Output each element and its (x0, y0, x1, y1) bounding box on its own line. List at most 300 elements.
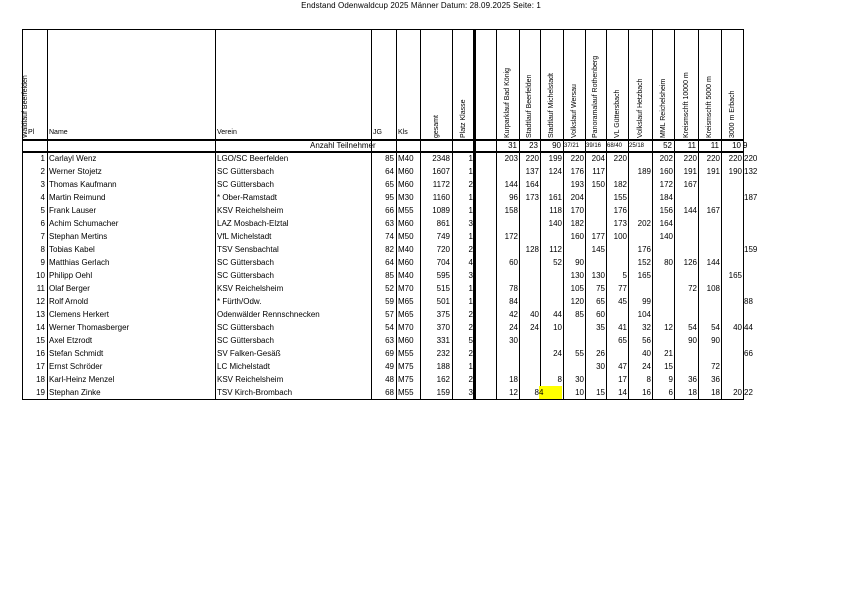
cell-kls: M60 (398, 258, 414, 267)
cell-event-score: 6 (668, 388, 673, 397)
cell-event-score (520, 295, 539, 308)
cell-event-score: 18 (711, 388, 720, 397)
cell-event-score (629, 230, 651, 243)
cell-event-score (722, 282, 742, 295)
cell-verein: Odenwälder Rennschnecken (217, 310, 320, 319)
cell-name: Werner Stojetz (49, 167, 102, 176)
cell-event-score: 130 (570, 271, 584, 280)
cell-event-score (497, 347, 518, 360)
cell-event-score (699, 191, 720, 204)
cell-event-score: 52 (553, 258, 562, 267)
cell-event-score: 54 (688, 323, 697, 332)
header-platz-klasse: Platz Klasse (460, 99, 467, 138)
cell-event-score (675, 347, 697, 360)
cell-pl: 12 (36, 297, 45, 306)
cell-event-score: 21 (664, 349, 673, 358)
cell-event-score: 176 (637, 245, 651, 254)
cell-name: Axel Etzrodt (49, 336, 93, 345)
table-row (22, 204, 744, 217)
cell-pl: 8 (40, 245, 45, 254)
cell-event-score: 10 (575, 388, 584, 397)
cell-pl: 15 (36, 336, 45, 345)
cell-verein: VfL Michelstadt (217, 232, 272, 241)
cell-jg: 68 (385, 388, 394, 397)
header-event: Kreismschft 10000 m (683, 72, 690, 138)
cell-event-score (586, 204, 605, 217)
cell-event-score (520, 347, 539, 360)
cell-event-score: 88 (744, 297, 753, 306)
cell-event-score: 56 (642, 336, 651, 345)
cell-event-score: 20 (733, 388, 742, 397)
cell-event-score: 160 (659, 167, 673, 176)
cell-event-score (586, 373, 605, 386)
cell-pl: 5 (40, 206, 45, 215)
header-event: Kurparklauf Bad König (504, 67, 511, 138)
cell-event-score: 104 (637, 310, 651, 319)
cell-gesamt: 595 (436, 271, 450, 280)
cell-name: Olaf Berger (49, 284, 90, 293)
cell-event-score: 191 (706, 167, 720, 176)
cell-gesamt: 375 (436, 310, 450, 319)
cell-event-score (607, 243, 627, 256)
header-event: Waldlauf Beerfelden (22, 75, 29, 138)
cell-event-score (722, 204, 742, 217)
cell-event-score: 15 (664, 362, 673, 371)
cell-verein: KSV Reichelsheim (217, 375, 284, 384)
cell-event-score: 60 (596, 310, 605, 319)
header-kls: Kls (398, 129, 408, 136)
cell-event-score (520, 334, 539, 347)
cell-event-score: 42 (509, 310, 518, 319)
cell-event-score: 18 (509, 375, 518, 384)
table-row (22, 334, 744, 347)
cell-event-score: 32 (642, 323, 651, 332)
cell-name: Matthias Gerlach (49, 258, 110, 267)
cell-pl: 19 (36, 388, 45, 397)
cell-event-score (497, 360, 518, 373)
cell-event-score: 176 (570, 167, 584, 176)
cell-event-score (497, 269, 518, 282)
cell-event-score (653, 334, 673, 347)
cell-kls: M65 (398, 310, 414, 319)
cell-kls: M60 (398, 336, 414, 345)
header-event: Volkslauf Hetzbach (637, 78, 644, 138)
cell-gesamt: 861 (436, 219, 450, 228)
header-event: Kreismschft 5000 m (706, 76, 713, 138)
cell-event-score: 36 (711, 375, 720, 384)
cell-event-score (629, 178, 651, 191)
cell-event-score: 17 (618, 375, 627, 384)
cell-event-score: 30 (596, 362, 605, 371)
cell-verein: SC Güttersbach (217, 258, 274, 267)
cell-platz-klasse: 3 (468, 219, 473, 228)
cell-platz-klasse: 2 (468, 310, 473, 319)
cell-jg: 82 (385, 245, 394, 254)
cell-event-score: 190 (728, 167, 742, 176)
cell-jg: 65 (385, 180, 394, 189)
cell-event-score: 16 (642, 388, 651, 397)
cell-event-score: 204 (591, 154, 605, 163)
cell-event-score (564, 360, 584, 373)
cell-platz-klasse: 3 (468, 388, 473, 397)
results-table (22, 29, 758, 401)
cell-name: Karl-Heinz Menzel (49, 375, 115, 384)
cell-jg: 63 (385, 219, 394, 228)
cell-event-score: 84 (509, 297, 518, 306)
table-row (22, 386, 753, 399)
cell-event-score: 85 (575, 310, 584, 319)
page-title: Endstand Odenwaldcup 2025 Männer Datum: 28.09.2025 Seite: 1 (301, 1, 541, 10)
cell-pl: 17 (36, 362, 45, 371)
cell-platz-klasse: 2 (468, 323, 473, 332)
cell-event-score: 152 (637, 258, 651, 267)
grid-hline (22, 29, 744, 30)
cell-event-score: 12 (664, 323, 673, 332)
cell-event-score: 167 (683, 180, 697, 189)
cell-event-score: 44 (553, 310, 562, 319)
cell-event-score: 44 (744, 323, 753, 332)
participants-count: 68/40 (607, 143, 623, 149)
cell-kls: M75 (398, 375, 414, 384)
cell-event-score (541, 360, 562, 373)
cell-event-score: 96 (509, 193, 518, 202)
participants-count: 9 (743, 141, 748, 150)
cell-verein: TSV Kirch-Brombach (217, 388, 293, 397)
cell-kls: M60 (398, 167, 414, 176)
cell-verein: SC Güttersbach (217, 323, 274, 332)
cell-event-score: 170 (570, 206, 584, 215)
cell-event-score (629, 152, 651, 165)
cell-event-score: 118 (549, 206, 562, 215)
cell-event-score (653, 308, 673, 321)
cell-event-score (541, 282, 562, 295)
cell-kls: M40 (398, 154, 414, 163)
cell-event-score (497, 217, 518, 230)
cell-event-score: 90 (688, 336, 697, 345)
cell-gesamt: 1160 (432, 193, 450, 202)
cell-pl: 16 (36, 349, 45, 358)
cell-event-score (629, 204, 651, 217)
cell-kls: M60 (398, 180, 414, 189)
cell-event-score (675, 230, 697, 243)
cell-event-score: 36 (688, 375, 697, 384)
cell-event-score: 193 (570, 180, 584, 189)
table-row (22, 256, 744, 269)
cell-event-score (586, 217, 605, 230)
cell-jg: 52 (385, 284, 394, 293)
cell-event-score: 137 (525, 167, 539, 176)
cell-event-score: 24 (530, 323, 539, 332)
cell-event-score (607, 165, 627, 178)
cell-event-score: 155 (613, 193, 627, 202)
cell-pl: 6 (40, 219, 45, 228)
cell-event-score (629, 191, 651, 204)
cell-event-score: 126 (683, 258, 697, 267)
cell-event-score: 159 (744, 245, 758, 254)
header-event: Stadtlauf Michelstadt (548, 73, 555, 138)
cell-gesamt: 188 (436, 362, 450, 371)
cell-event-score: 182 (570, 219, 584, 228)
cell-event-score (722, 360, 742, 373)
cell-event-score: 220 (744, 154, 758, 163)
cell-event-score (699, 217, 720, 230)
cell-event-score: 40 (530, 310, 539, 319)
cell-event-score: 172 (659, 180, 673, 189)
table-row (22, 152, 758, 165)
cell-verein: KSV Reichelsheim (217, 206, 284, 215)
cell-kls: M55 (398, 388, 414, 397)
cell-event-score (699, 308, 720, 321)
header-event: 3000 m Erbach (729, 90, 736, 138)
cell-event-score: 78 (509, 284, 518, 293)
cell-event-score: 108 (706, 284, 720, 293)
cell-jg: 74 (385, 232, 394, 241)
cell-verein: * Ober-Ramstadt (217, 193, 278, 202)
cell-jg: 49 (385, 362, 394, 371)
cell-event-score: 40 (642, 349, 651, 358)
cell-event-score (722, 191, 742, 204)
cell-verein: SV Falken-Gesäß (217, 349, 281, 358)
cell-event-score (675, 295, 697, 308)
cell-event-score: 167 (706, 206, 720, 215)
cell-event-score (722, 243, 742, 256)
cell-event-score: 54 (711, 323, 720, 332)
cell-event-score: 150 (591, 180, 605, 189)
table-row (22, 321, 753, 334)
cell-pl: 3 (40, 180, 45, 189)
cell-jg: 69 (385, 349, 394, 358)
cell-name: Stephan Mertins (49, 232, 108, 241)
cell-event-score (653, 243, 673, 256)
participants-count: 11 (710, 141, 719, 150)
cell-event-score: 35 (596, 323, 605, 332)
cell-event-score: 40 (733, 323, 742, 332)
cell-event-score: 14 (618, 388, 627, 397)
header-jg: JG (373, 129, 382, 136)
cell-gesamt: 515 (436, 284, 450, 293)
cell-event-score (520, 282, 539, 295)
cell-event-score: 100 (613, 232, 627, 241)
cell-platz-klasse: 1 (468, 206, 473, 215)
cell-kls: M55 (398, 206, 414, 215)
cell-event-score: 30 (509, 336, 518, 345)
cell-event-score: 199 (548, 154, 562, 163)
cell-event-score: 161 (548, 193, 562, 202)
cell-pl: 11 (36, 284, 45, 293)
cell-event-score: 9 (668, 375, 673, 384)
cell-event-score (607, 347, 627, 360)
cell-platz-klasse: 4 (468, 258, 473, 267)
cell-verein: TSV Sensbachtal (217, 245, 279, 254)
cell-kls: M60 (398, 219, 414, 228)
cell-event-score: 65 (618, 336, 627, 345)
cell-event-score (675, 191, 697, 204)
table-row (22, 373, 744, 386)
cell-gesamt: 232 (436, 349, 450, 358)
cell-verein: KSV Reichelsheim (217, 284, 284, 293)
cell-name: Martin Reimund (49, 193, 106, 202)
cell-pl: 9 (40, 258, 45, 267)
cell-event-score: 12 (509, 388, 518, 397)
cell-event-score: 189 (637, 167, 651, 176)
cell-event-score: 80 (664, 258, 673, 267)
cell-gesamt: 1607 (432, 167, 450, 176)
cell-event-score (675, 308, 697, 321)
cell-platz-klasse: 1 (468, 167, 473, 176)
cell-jg: 64 (385, 258, 394, 267)
cell-jg: 48 (385, 375, 394, 384)
cell-name: Achim Schumacher (49, 219, 119, 228)
cell-event-score: 90 (711, 336, 720, 345)
cell-event-score (722, 295, 742, 308)
cell-gesamt: 704 (436, 258, 450, 267)
cell-event-score: 75 (596, 284, 605, 293)
cell-event-score (564, 243, 584, 256)
cell-jg: 95 (385, 193, 394, 202)
cell-event-score (675, 269, 697, 282)
cell-event-score: 4 (539, 386, 562, 399)
cell-event-score: 220 (570, 154, 584, 163)
cell-event-score: 165 (728, 271, 742, 280)
cell-name: Philipp Oehl (49, 271, 93, 280)
cell-event-score (722, 217, 742, 230)
cell-name: Ernst Schröder (49, 362, 103, 371)
cell-event-score: 26 (596, 349, 605, 358)
cell-event-score: 72 (711, 362, 720, 371)
cell-event-score: 144 (683, 206, 697, 215)
cell-event-score (564, 334, 584, 347)
cell-gesamt: 501 (436, 297, 450, 306)
cell-event-score (722, 256, 742, 269)
cell-event-score (653, 282, 673, 295)
table-row (22, 178, 744, 191)
table-row (22, 360, 744, 373)
cell-event-score: 112 (549, 245, 562, 254)
cell-verein: * Fürth/Odw. (217, 297, 262, 306)
table-row (22, 295, 753, 308)
cell-verein: LC Michelstadt (217, 362, 270, 371)
cell-gesamt: 159 (436, 388, 450, 397)
cell-event-score (520, 204, 539, 217)
cell-pl: 7 (40, 232, 45, 241)
cell-event-score (497, 165, 518, 178)
cell-event-score: 8 (646, 375, 651, 384)
cell-jg: 64 (385, 167, 394, 176)
cell-event-score (675, 243, 697, 256)
table-row (22, 347, 753, 360)
cell-kls: M40 (398, 245, 414, 254)
table-row (22, 230, 744, 243)
cell-gesamt: 720 (436, 245, 450, 254)
cell-name: Rolf Arnold (49, 297, 89, 306)
cell-kls: M70 (398, 284, 414, 293)
participants-count: 10 (732, 141, 741, 150)
cell-event-score: 5 (622, 271, 627, 280)
cell-gesamt: 162 (436, 375, 450, 384)
cell-verein: SC Güttersbach (217, 336, 274, 345)
cell-pl: 10 (36, 271, 45, 280)
cell-pl: 1 (40, 154, 45, 163)
cell-event-score: 41 (618, 323, 627, 332)
cell-jg: 85 (385, 154, 394, 163)
cell-event-score (722, 373, 742, 386)
cell-event-score (722, 347, 742, 360)
grid-hline (22, 399, 744, 400)
cell-jg: 54 (385, 323, 394, 332)
cell-event-score: 220 (706, 154, 720, 163)
cell-jg: 57 (385, 310, 394, 319)
header-name: Name (49, 129, 68, 136)
cell-kls: M75 (398, 362, 414, 371)
cell-event-score (675, 217, 697, 230)
cell-name: Carlayl Wenz (49, 154, 97, 163)
cell-event-score: 220 (613, 154, 627, 163)
cell-verein: SC Güttersbach (217, 271, 274, 280)
cell-gesamt: 1172 (432, 180, 450, 189)
cell-event-score (541, 269, 562, 282)
cell-event-score: 220 (728, 154, 742, 163)
cell-event-score: 182 (613, 180, 627, 189)
cell-event-score (699, 230, 720, 243)
cell-pl: 14 (36, 323, 45, 332)
cell-event-score (653, 295, 673, 308)
cell-event-score: 202 (659, 154, 673, 163)
cell-kls: M40 (398, 271, 414, 280)
cell-event-score: 184 (659, 193, 673, 202)
cell-event-score (520, 269, 539, 282)
cell-name: Werner Thomasberger (49, 323, 130, 332)
cell-event-score (722, 230, 742, 243)
cell-event-score: 72 (688, 284, 697, 293)
cell-verein: LAZ Mosbach-Elztal (217, 219, 289, 228)
cell-verein: SC Güttersbach (217, 180, 274, 189)
cell-event-score (541, 230, 562, 243)
participants-count: 52 (663, 141, 672, 150)
cell-event-score: 177 (591, 232, 605, 241)
cell-name: Stefan Schmidt (49, 349, 104, 358)
cell-pl: 18 (36, 375, 45, 384)
cell-platz-klasse: 1 (468, 297, 473, 306)
cell-platz-klasse: 1 (468, 284, 473, 293)
cell-event-score: 191 (683, 167, 697, 176)
cell-event-score: 24 (509, 323, 518, 332)
cell-event-score: 30 (575, 375, 584, 384)
cell-event-score: 55 (575, 349, 584, 358)
cell-event-score: 8 (557, 375, 562, 384)
cell-event-score: 204 (570, 193, 584, 202)
cell-event-score (722, 334, 742, 347)
cell-jg: 63 (385, 336, 394, 345)
cell-name: Tobias Kabel (49, 245, 95, 254)
cell-event-score: 66 (744, 349, 753, 358)
cell-event-score: 164 (659, 219, 673, 228)
cell-event-score (699, 347, 720, 360)
cell-event-score: 145 (591, 245, 605, 254)
cell-pl: 13 (36, 310, 45, 319)
cell-event-score: 140 (548, 219, 562, 228)
cell-event-score (520, 373, 539, 386)
cell-event-score (541, 334, 562, 347)
cell-event-score (722, 308, 742, 321)
header-event: VL Güttersbach (614, 89, 621, 138)
cell-name: Clemens Herkert (49, 310, 110, 319)
header-pl: Pl (28, 129, 35, 136)
header-verein: Verein (217, 129, 237, 136)
participants-count: 25/18 (629, 143, 645, 149)
cell-jg: 85 (385, 271, 394, 280)
participants-label: Anzahl Teilnehmer (310, 141, 376, 150)
cell-gesamt: 2348 (432, 154, 450, 163)
